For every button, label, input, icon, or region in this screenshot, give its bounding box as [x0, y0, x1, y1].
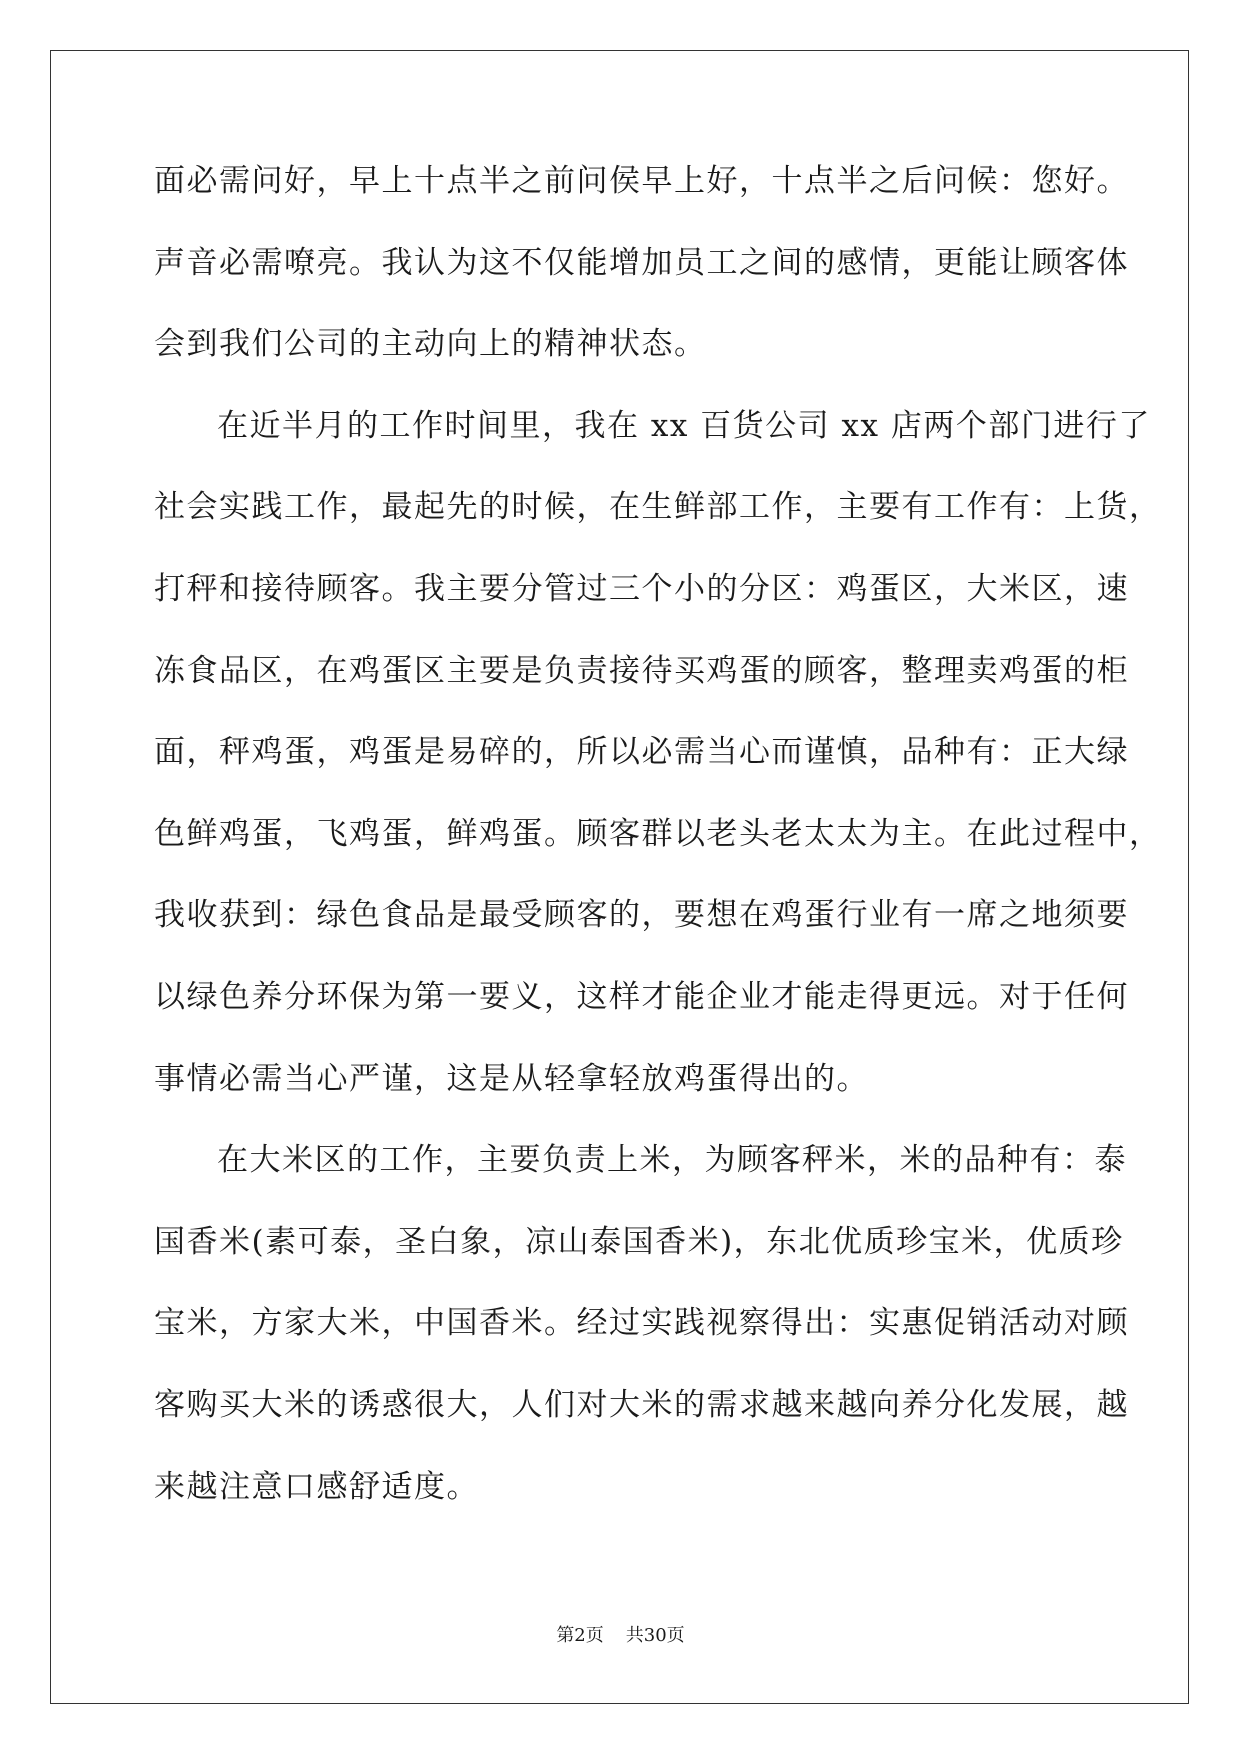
text-line: 来越注意口感舒适度。	[154, 1468, 479, 1505]
text-line: 社会实践工作，最起先的时候，在生鲜部工作，主要有工作有：上货，	[154, 489, 1162, 526]
paragraph-start-line: 在近半月的工作时间里，我在 xx 百货公司 xx 店两个部门进行了	[217, 407, 1151, 444]
document-body	[154, 155, 1162, 1542]
page-footer	[0, 1625, 1241, 1647]
text-line: 面必需问好，早上十点半之前问侯早上好，十点半之后问候：您好。	[154, 163, 1129, 199]
text-line: 色鲜鸡蛋，飞鸡蛋，鲜鸡蛋。顾客群以老头老太太为主。在此过程中，	[154, 815, 1162, 852]
text-line: 我收获到：绿色食品是最受顾客的，要想在鸡蛋行业有一席之地须要	[154, 897, 1129, 934]
text-line: 宝米，方家大米，中国香米。经过实践视察得出：实惠促销活动对顾	[154, 1305, 1129, 1342]
text-line: 国香米(素可泰，圣白象，凉山泰国香米)，东北优质珍宝米，优质珍	[154, 1223, 1124, 1260]
text-line: 冻食品区，在鸡蛋区主要是负责接待买鸡蛋的顾客，整理卖鸡蛋的柜	[154, 652, 1129, 689]
text-line: 客购买大米的诱惑很大，人们对大米的需求越来越向养分化发展，越	[154, 1386, 1129, 1423]
text-line: 事情必需当心严谨，这是从轻拿轻放鸡蛋得出的。	[154, 1060, 869, 1097]
page-number: 第2页	[556, 1625, 604, 1646]
page-total: 共30页	[625, 1625, 685, 1646]
text-line: 会到我们公司的主动向上的精神状态。	[154, 326, 707, 363]
paragraph-start-line: 在大米区的工作，主要负责上米，为顾客秤米，米的品种有：泰	[217, 1142, 1127, 1179]
text-line: 声音必需嘹亮。我认为这不仅能增加员工之间的感情，更能让顾客体	[154, 244, 1129, 281]
text-line: 以绿色养分环保为第一要义，这样才能企业才能走得更远。对于任何	[154, 978, 1129, 1015]
text-line: 面，秤鸡蛋，鸡蛋是易碎的，所以必需当心而谨慎，品种有：正大绿	[154, 734, 1129, 771]
text-line: 打秤和接待顾客。我主要分管过三个小的分区：鸡蛋区，大米区，速	[154, 570, 1129, 607]
